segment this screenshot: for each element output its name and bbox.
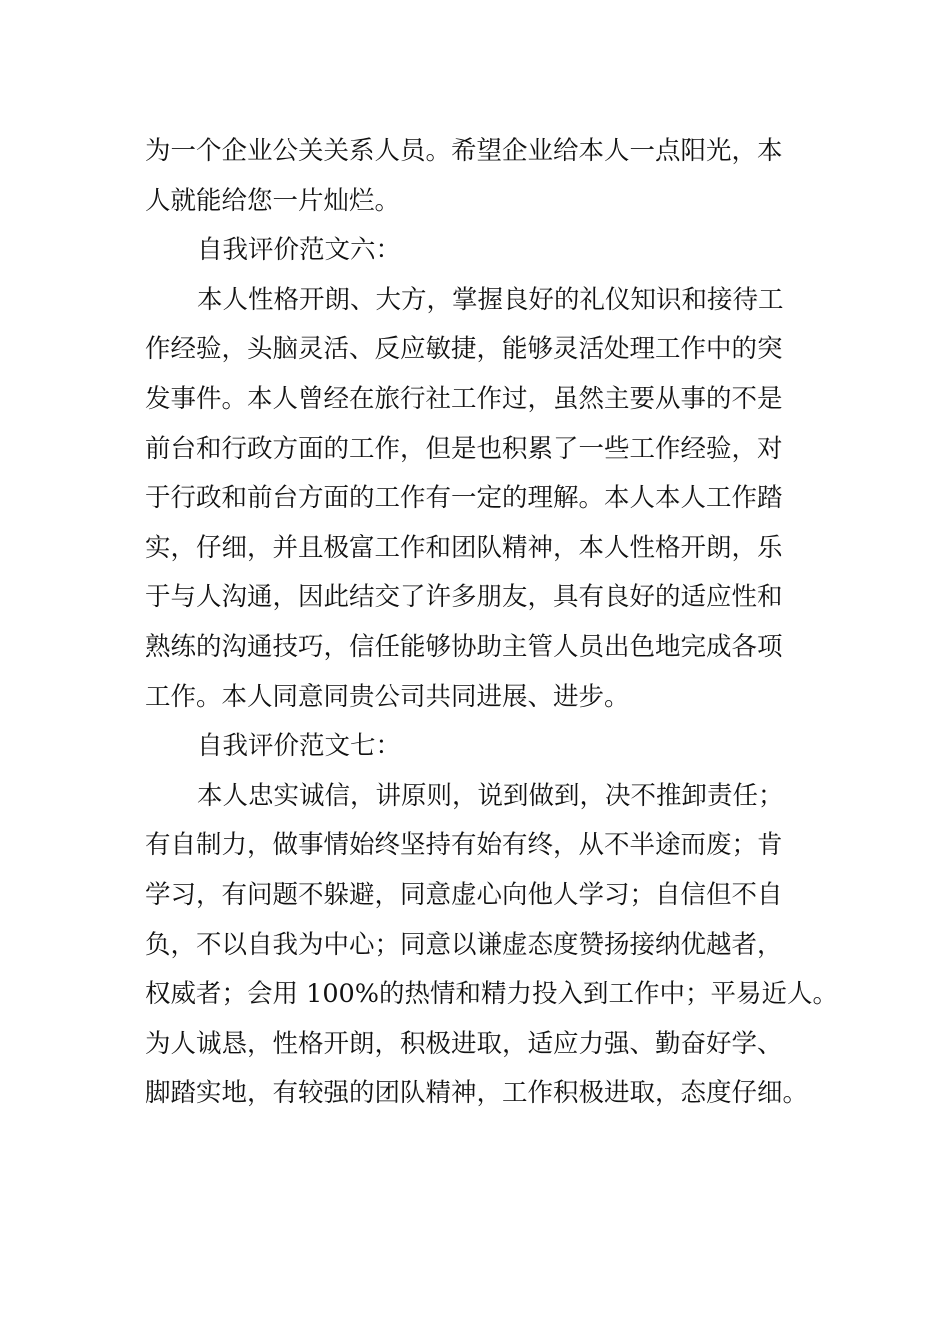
section-heading-7: 自我评价范文七： (197, 731, 402, 762)
section-heading-6: 自我评价范文六： (197, 235, 402, 266)
text-line-10: 于与人沟通，因此结交了许多朋友，具有良好的适应性和 (145, 582, 783, 613)
text-line-2: 人就能给您一片灿烂。 (145, 185, 401, 216)
text-line-9: 实，仔细，并且极富工作和团队精神，本人性格开朗，乐 (145, 532, 783, 563)
text-line-7: 前台和行政方面的工作，但是也积累了一些工作经验，对 (145, 433, 783, 464)
text-line-17: 负，不以自我为中心；同意以谦虚态度赞扬接纳优越者， (145, 929, 783, 960)
text-line-18: 权威者；会用 100%的热情和精力投入到工作中；平易近人。 (145, 979, 839, 1010)
document-body (145, 127, 839, 1119)
text-line-14: 本人忠实诚信，讲原则，说到做到，决不推卸责任； (197, 780, 784, 811)
text-line-15: 有自制力，做事情始终坚持有始有终，从不半途而废；肯 (145, 830, 783, 861)
text-line-19: 为人诚恳，性格开朗，积极进取，适应力强、勤奋好学、 (145, 1028, 783, 1059)
text-line-20: 脚踏实地，有较强的团队精神，工作积极进取，态度仔细。 (145, 1078, 809, 1109)
text-line-1: 为一个企业公关关系人员。希望企业给本人一点阳光，本 (145, 136, 783, 166)
text-line-8: 于行政和前台方面的工作有一定的理解。本人本人工作踏 (145, 483, 783, 514)
text-line-5: 作经验，头脑灵活、反应敏捷，能够灵活处理工作中的突 (145, 334, 783, 365)
text-line-16: 学习，有问题不躲避，同意虚心向他人学习；自信但不自 (145, 879, 783, 910)
text-line-4: 本人性格开朗、大方，掌握良好的礼仪知识和接待工 (197, 284, 784, 315)
text-line-6: 发事件。本人曾经在旅行社工作过，虽然主要从事的不是 (145, 383, 783, 414)
text-line-11: 熟练的沟通技巧，信任能够协助主管人员出色地完成各项 (145, 631, 783, 662)
text-line-12: 工作。本人同意同贵公司共同进展、进步。 (145, 681, 630, 712)
